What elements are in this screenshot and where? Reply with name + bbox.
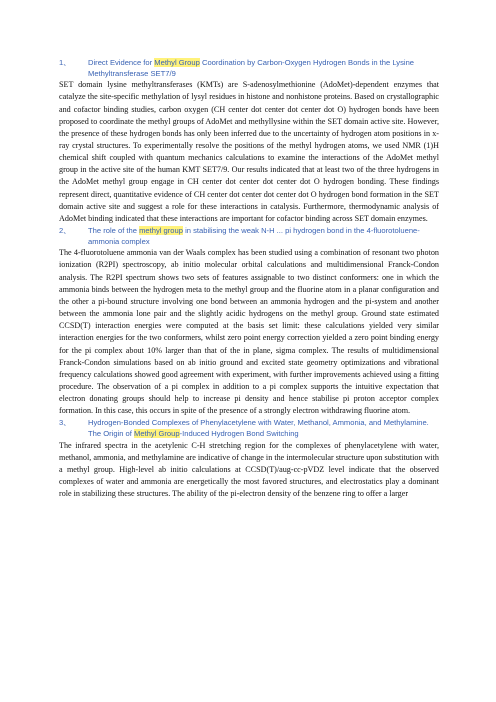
entry-number: 1、 — [59, 58, 71, 67]
entry-number: 3、 — [59, 418, 71, 428]
title-text-start: Direct Evidence for — [88, 58, 155, 67]
entry-abstract: The 4-fluorotoluene ammonia van der Waals complex has been studied using a combination of resonant two photon ionization (R2PI) spectroscopy, ab initio molecular orbital calculations and multidimensional Franck-Condon analysis. The R2PI spectrum shows two sets of features assignable to two distinct conformers: one in which the ammonia binds between the hydrogen meta to the methyl group and the fluorine atom in a planar configuration and the other a pi-bound structure involving one bond between an ammonia hydrogen and the pi-system and another between the ammonia lone pair and the slightly acidic hydrogens on the methyl group. Ground state estimated CCSD(T) interaction energies were computed at the basis set limit: these calculations yielded very similar interaction energies for the two conformers, whilst zero point energy correction yielded a zero point binding energy for the pi complex about 10% larger than that of the in plane, sigma complex. The results of multidimensional Franck-Condon simulations based on ab initio ground and excited state geometry optimizations and vibrational frequency calculations showed good agreement with experiment, with further improvements achieved using a fitting procedure. The observation of a pi complex in addition to a pi complex supports the intuitive expectation that electron donating groups should help to increase pi density and hence stabilise pi proton acceptor complex formation. In this case, this occurs in spite of the presence of a strongly electron withdrawing fluorine atom. — [59, 248, 439, 416]
entry-title[interactable] — [59, 226, 439, 247]
entry-title-link[interactable] — [88, 418, 439, 439]
entry-1 — [59, 58, 439, 225]
title-text-start: The role of the — [88, 226, 140, 236]
entry-title[interactable] — [59, 418, 439, 439]
highlighted-term: methyl group — [139, 226, 183, 236]
title-text-start: Hydrogen-Bonded Complexes of Phenylacetylene with Water, Methanol, Ammonia, and Methylamine. The Origin of — [88, 418, 429, 439]
highlighted-term: Methyl Group — [154, 58, 200, 67]
document-page — [59, 58, 439, 501]
entry-title-link[interactable] — [88, 58, 439, 79]
entry-title-link[interactable] — [88, 226, 439, 247]
title-text-end: -Induced Hydrogen Bond Switching — [179, 429, 299, 439]
title-text-end: Coordination by Carbon-Oxygen Hydrogen Bonds in the Lysine Methyltransferase SET7/9 — [88, 58, 415, 78]
entry-abstract: SET domain lysine methyltransferases (KMTs) are S-adenosylmethionine (AdoMet)-dependent enzymes that catalyze the site-specific methylation of lysyl residues in histone and nonhistone proteins. Based on crystallographic and cofactor binding studies, carbon oxygen (CH center dot center dot center dot O) hydrogen bonds have been proposed to coordinate the methyl groups of AdoMet and methyllysine within the SET domain active site. However, the presence of these hydrogen bonds has only been inferred due to the uncertainty of hydrogen atom positions in x-ray crystal structures. To experimentally resolve the positions of the methyl hydrogen atoms, we used NMR (1)H chemical shift coupled with quantum mechanics calculations to examine the interactions of the AdoMet methyl group in the active site of the human KMT SET7/9. Our results indicated that at least two of the three hydrogens in the AdoMet methyl group engage in CH center dot center dot center dot O hydrogen bonding. These findings represent direct, quantitative evidence of CH center dot center dot center dot O hydrogen bond formation in the SET domain active site and suggest a role for these interactions in catalysis. Furthermore, thermodynamic analysis of AdoMet binding indicated that these interactions are important for cofactor binding across SET domain enzymes. — [59, 80, 439, 223]
entry-3 — [59, 418, 439, 500]
title-text-end: in stabilising the weak N-H ... pi hydrogen bond in the 4-fluorotoluene-ammonia complex — [88, 226, 420, 246]
highlighted-term: Methyl Group — [134, 429, 180, 439]
entry-abstract: The infrared spectra in the acetylenic C-H stretching region for the complexes of phenylacetylene with water, methanol, ammonia, and methylamine are indicative of change in the intermolecular structure upon substitution with a methyl group. High-level ab initio calculations at CCSD(T)/aug-cc-pVDZ level indicate that the observed complexes of water and ammonia are energetically the most favored structures, and electrostatics play a dominant role in stabilizing these structures. The ability of the pi-electron density of the benzene ring to offer a larger — [59, 440, 439, 499]
entry-2 — [59, 226, 439, 417]
entry-title[interactable] — [59, 58, 439, 79]
entry-number: 2、 — [59, 226, 71, 236]
